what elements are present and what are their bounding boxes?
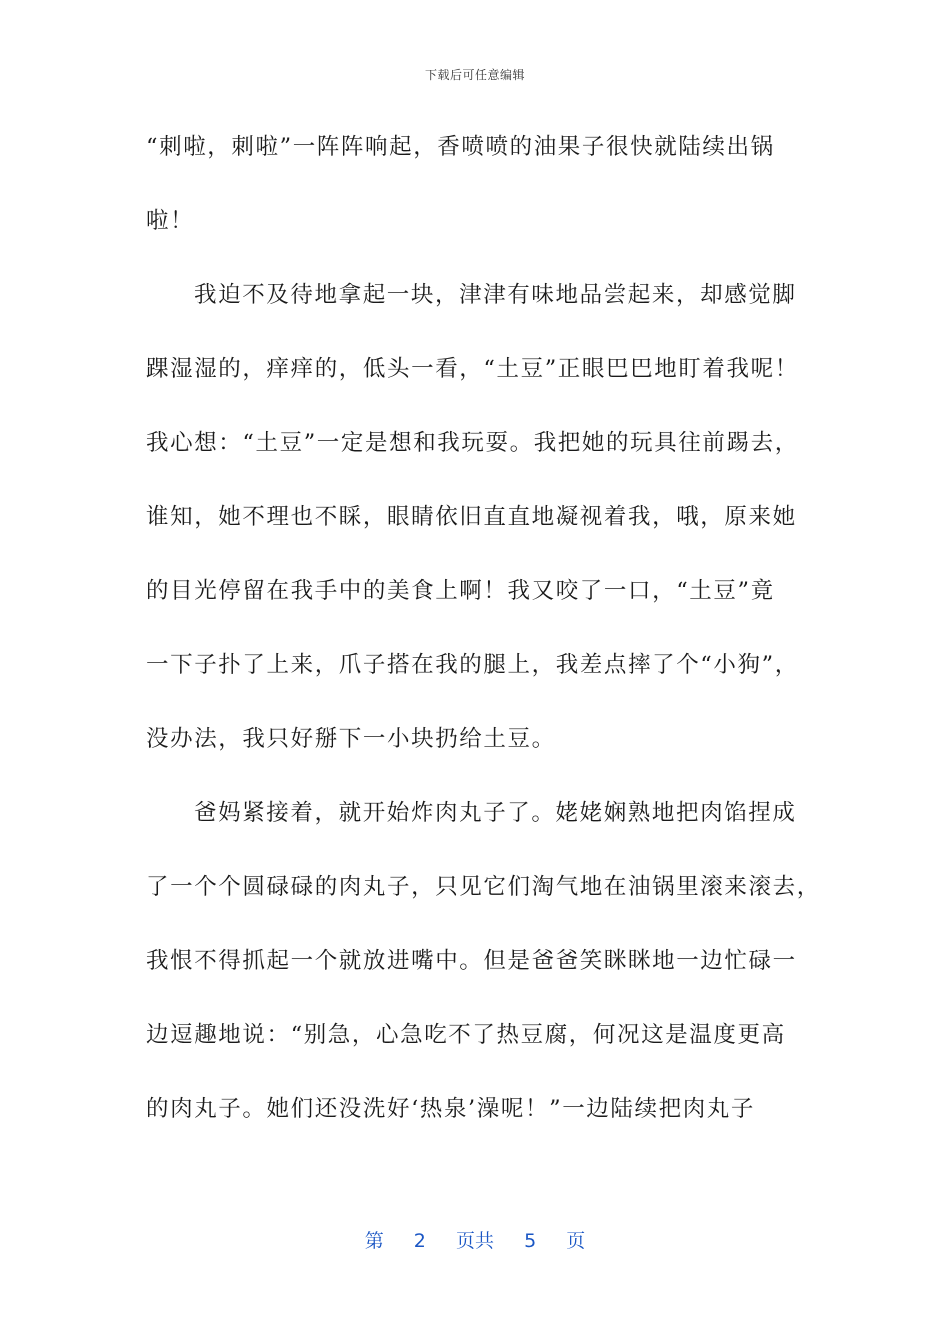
page-total: 5 bbox=[524, 1230, 537, 1252]
text-line: 一下子扑了上来，爪子搭在我的腿上，我差点摔了个“小狗”， bbox=[146, 652, 799, 678]
text-line: 的目光停留在我手中的美食上啊！我又咬了一口，“土豆”竟 bbox=[146, 578, 775, 604]
text-line: 我心想：“土豆”一定是想和我玩耍。我把她的玩具往前踢去， bbox=[146, 430, 799, 456]
paragraph-start-line: 我迫不及待地拿起一块，津津有味地品尝起来，却感觉脚 bbox=[194, 282, 797, 308]
page-number: 2 bbox=[413, 1230, 426, 1252]
header-note: 下载后可任意编辑 bbox=[424, 68, 525, 82]
body-text bbox=[146, 110, 821, 1146]
text-line: 我恨不得抓起一个就放进嘴中。但是爸爸笑眯眯地一边忙碌一 bbox=[146, 948, 797, 974]
text-line: 了一个个圆碌碌的肉丸子，只见它们淘气地在油锅里滚来滚去， bbox=[146, 874, 821, 900]
text-line: 没办法，我只好掰下一小块扔给土豆。 bbox=[146, 726, 556, 752]
text-line: 边逗趣地说：“别急，心急吃不了热豆腐，何况这是温度更高 bbox=[146, 1022, 786, 1048]
text-line: 啦！ bbox=[146, 208, 195, 234]
text-line: 谁知，她不理也不睬，眼睛依旧直直地凝视着我，哦，原来她 bbox=[146, 504, 797, 530]
paragraph-start-line: 爸妈紧接着，就开始炸肉丸子了。姥姥娴熟地把肉馅捏成 bbox=[194, 800, 797, 826]
page-mid: 页共 bbox=[455, 1230, 494, 1252]
page-footer bbox=[0, 1226, 950, 1253]
page-suffix: 页 bbox=[566, 1230, 586, 1252]
text-line: 的肉丸子。她们还没洗好‘热泉’澡呢！”一边陆续把肉丸子 bbox=[146, 1096, 756, 1122]
text-line: “刺啦，刺啦”一阵阵响起，香喷喷的油果子很快就陆续出锅 bbox=[146, 134, 775, 160]
text-line: 踝湿湿的，痒痒的，低头一看，“土豆”正眼巴巴地盯着我呢！ bbox=[146, 356, 799, 382]
page-prefix: 第 bbox=[364, 1230, 384, 1252]
